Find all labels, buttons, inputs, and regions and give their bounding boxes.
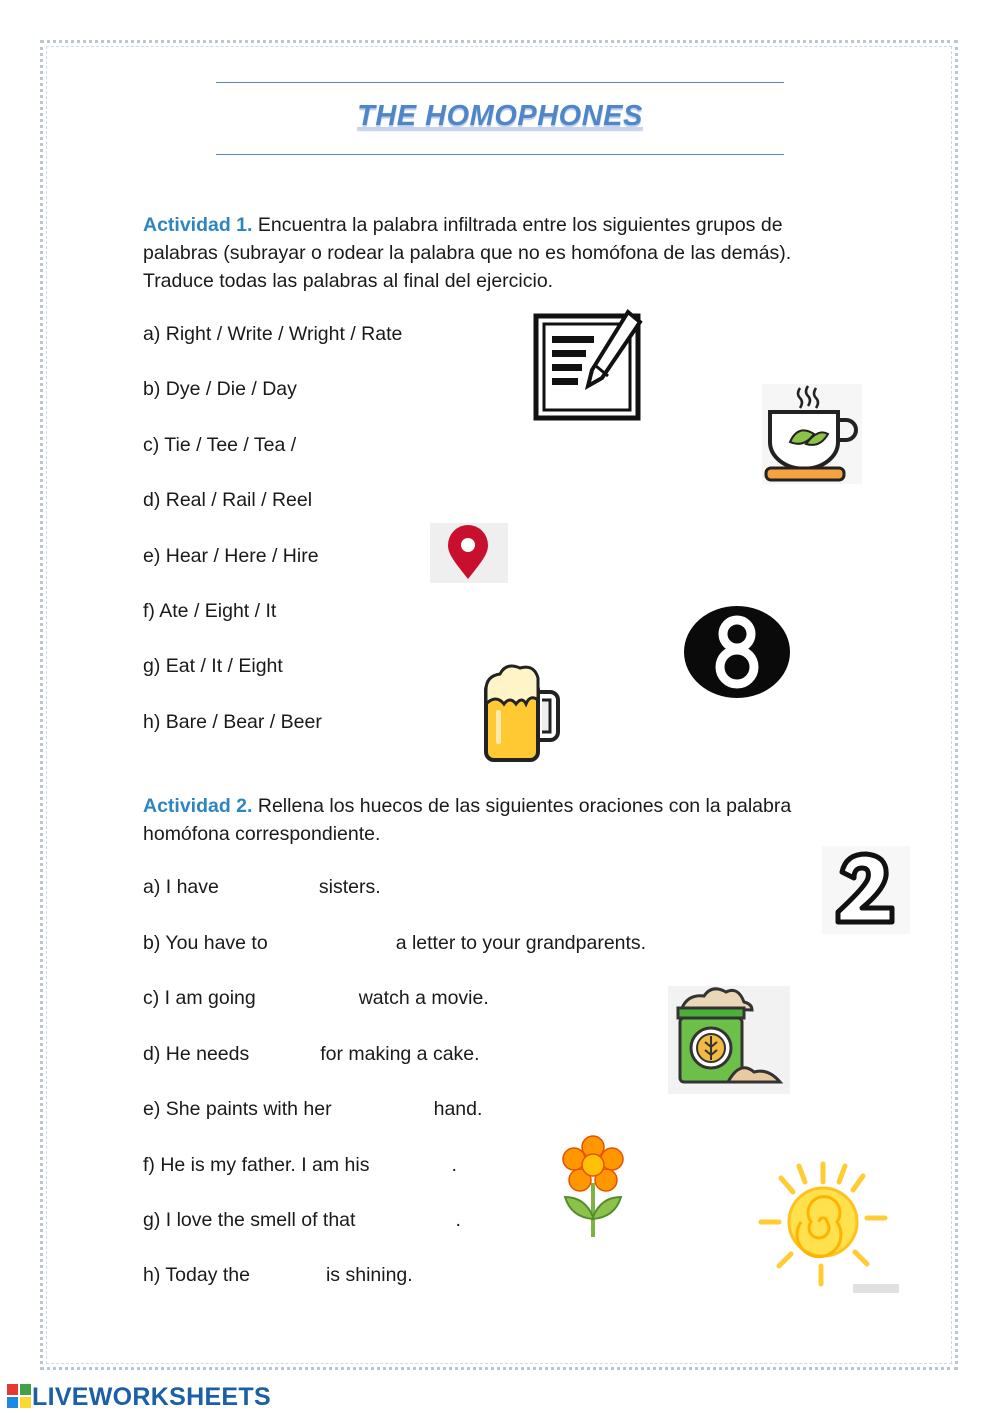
activity2-item	[143, 1209, 461, 1232]
number-eight-icon	[682, 604, 792, 700]
sentence-end: for making a cake.	[320, 1043, 480, 1065]
activity2-item	[143, 1043, 480, 1066]
liveworksheets-logo-icon	[6, 1382, 32, 1410]
activity1-instructions	[143, 211, 843, 295]
sun-icon	[755, 1156, 901, 1296]
sentence-end: is shining.	[325, 1264, 413, 1286]
activity1-item: b) Dye / Die / Day	[143, 378, 297, 400]
activity2-item	[143, 987, 489, 1010]
activity2-item	[143, 1098, 482, 1121]
activity1-label: Actividad 1.	[143, 214, 253, 236]
flour-jar-icon	[668, 986, 790, 1094]
map-pin-icon	[430, 523, 508, 583]
activity2-item	[143, 1264, 413, 1287]
sentence-start: h) Today the	[143, 1264, 250, 1286]
title-rule-bottom	[216, 154, 784, 155]
activity1-item: g) Eat / It / Eight	[143, 655, 283, 677]
notepad-pencil-icon	[530, 308, 646, 424]
sentence-start: b) You have to	[143, 932, 268, 954]
activity1-item: a) Right / Write / Wright / Rate	[143, 323, 403, 345]
activity2-item	[143, 932, 646, 955]
activity1-item: h) Bare / Bear / Beer	[143, 711, 322, 733]
activity1-item: d) Real / Rail / Reel	[143, 489, 313, 511]
sentence-start: f) He is my father. I am his	[143, 1154, 370, 1176]
sentence-start: c) I am going	[143, 987, 256, 1009]
sentence-end: sisters.	[318, 876, 381, 898]
flower-icon	[558, 1135, 628, 1239]
activity2-text: Rellena los huecos de las siguientes oraciones con la palabra homófona correspondiente.	[143, 795, 792, 845]
activity1-item: f) Ate / Eight / It	[143, 600, 277, 622]
activity1-item: e) Hear / Here / Hire	[143, 545, 319, 567]
activity2-label: Actividad 2.	[143, 795, 253, 817]
activity1-text: Encuentra la palabra infiltrada entre los siguientes grupos de palabras (subrayar o rodear la palabra que no es homófona de las demás). Traduce todas las palabras al final del ejercicio.	[143, 214, 792, 292]
activity1-item: c) Tie / Tee / Tea /	[143, 434, 297, 456]
title-rule-top	[216, 82, 784, 83]
sentence-end: a letter to your grandparents.	[395, 932, 647, 954]
liveworksheets-brand[interactable]: LIVEWORKSHEETS	[32, 1383, 271, 1411]
sentence-start: a) I have	[143, 876, 219, 898]
tea-cup-icon	[762, 384, 862, 484]
activity2-item	[143, 876, 381, 899]
sentence-end: watch a movie.	[358, 987, 489, 1009]
sentence-start: g) I love the smell of that	[143, 1209, 356, 1231]
sentence-end: hand.	[433, 1098, 483, 1120]
sentence-end: .	[455, 1209, 461, 1231]
activity2-instructions	[143, 792, 843, 848]
sentence-end: .	[451, 1154, 457, 1176]
activity2-item	[143, 1154, 457, 1177]
beer-mug-icon	[480, 662, 562, 764]
page-title: THE HOMOPHONES	[357, 100, 643, 132]
sentence-start: d) He needs	[143, 1043, 250, 1065]
sentence-start: e) She paints with her	[143, 1098, 332, 1120]
number-two-icon	[822, 846, 910, 934]
